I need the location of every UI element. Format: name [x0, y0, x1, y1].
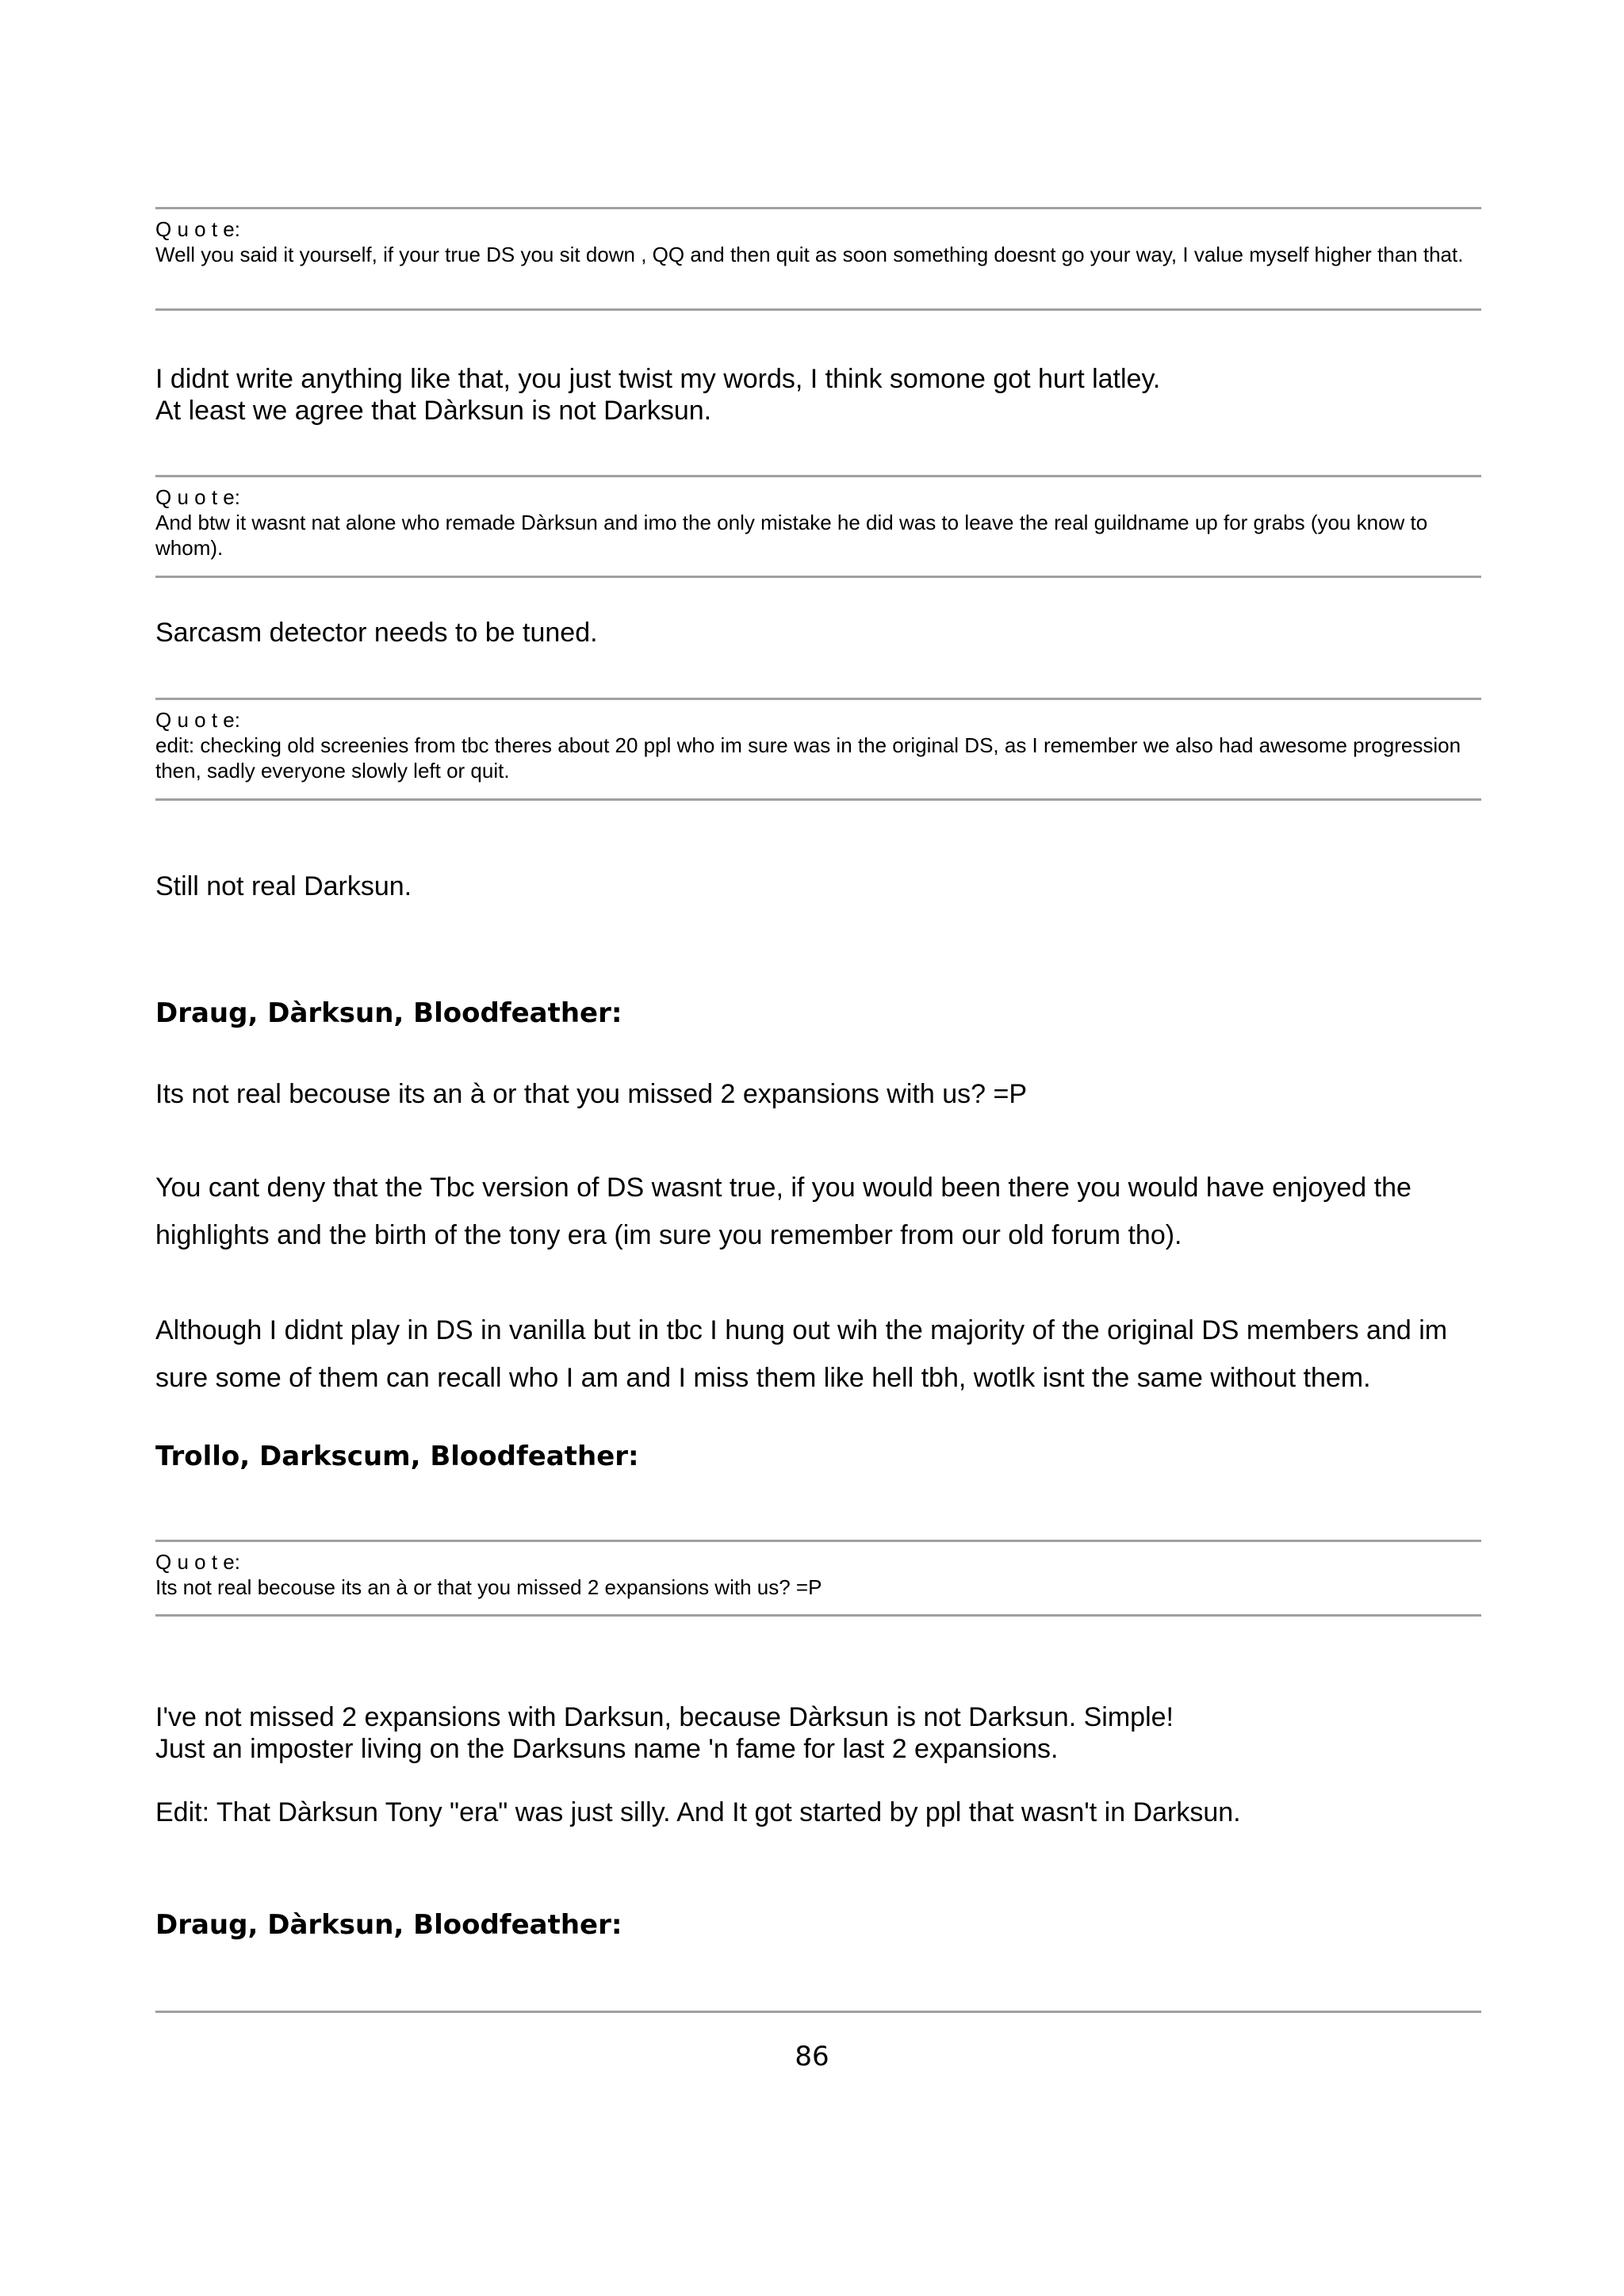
- quote-label: Q u o t e:: [155, 1550, 240, 1574]
- reply-paragraph: Its not real becouse its an à or that you missed 2 expansions with us? =P: [155, 1079, 1028, 1109]
- quote-top-rule: [155, 1540, 1481, 1542]
- quote-text: Well you said it yourself, if your true DS you sit down , QQ and then quit as soon something doesnt go your way, I value myself higher than that.: [155, 243, 1464, 266]
- reply-line: I didnt write anything like that, you just twist my words, I think somone got hurt latley.: [155, 364, 1161, 394]
- quote-label: Q u o t e:: [155, 708, 240, 732]
- quote-block: [155, 707, 1481, 783]
- quote-text: Its not real becouse its an à or that you missed 2 expansions with us? =P: [155, 1575, 822, 1599]
- reply-line: Sarcasm detector needs to be tuned.: [155, 618, 598, 648]
- reply-line: Just an imposter living on the Darksuns name 'n fame for last 2 expansions.: [155, 1734, 1059, 1764]
- reply-paragraph: Edit: That Dàrksun Tony "era" was just silly. And It got started by ppl that wasn't in Darksun.: [155, 1797, 1241, 1827]
- reply-block: [155, 363, 1481, 427]
- reply-block: [155, 1701, 1481, 1765]
- post-author-heading: Draug, Dàrksun, Bloodfeather:: [155, 997, 622, 1029]
- quote-block: [155, 216, 1481, 267]
- quote-block: [155, 1549, 1481, 1600]
- quote-text: edit: checking old screenies from tbc theres about 20 ppl who im sure was in the original DS, as I remember we also had awesome progression then, sadly everyone slowly left or quit.: [155, 733, 1461, 783]
- quote-top-rule: [155, 207, 1481, 209]
- page-number: 86: [795, 2041, 829, 2072]
- quote-bottom-rule: [155, 1614, 1481, 1617]
- quote-top-rule: [155, 475, 1481, 477]
- post-author-heading: Draug, Dàrksun, Bloodfeather:: [155, 1909, 622, 1941]
- reply-line: Still not real Darksun.: [155, 871, 412, 901]
- quote-label: Q u o t e:: [155, 217, 240, 241]
- reply-block: [155, 871, 1481, 902]
- quote-text: And btw it wasnt nat alone who remade Dàrksun and imo the only mistake he did was to leave the real guildname up for grabs (you know to whom).: [155, 511, 1428, 560]
- reply-paragraph: Although I didnt play in DS in vanilla but in tbc I hung out wih the majority of the original DS members and im sure some of them can recall who I am and I miss them like hell tbh, wotlk isnt the same without them.: [155, 1315, 1448, 1393]
- quote-block: [155, 484, 1481, 561]
- reply-block: [155, 617, 1481, 649]
- quote-top-rule: [155, 698, 1481, 700]
- quote-bottom-rule: [155, 798, 1481, 801]
- quote-bottom-rule: [155, 576, 1481, 578]
- quote-bottom-rule: [155, 308, 1481, 311]
- reply-paragraph: You cant deny that the Tbc version of DS wasnt true, if you would been there you would have enjoyed the highlights and the birth of the tony era (im sure you remember from our old forum tho).: [155, 1173, 1411, 1250]
- footer-rule: [155, 2011, 1481, 2013]
- reply-line: At least we agree that Dàrksun is not Darksun.: [155, 396, 712, 426]
- reply-line: I've not missed 2 expansions with Darksun, because Dàrksun is not Darksun. Simple!: [155, 1702, 1174, 1732]
- post-author-heading: Trollo, Darkscum, Bloodfeather:: [155, 1441, 639, 1472]
- quote-label: Q u o t e:: [155, 485, 240, 509]
